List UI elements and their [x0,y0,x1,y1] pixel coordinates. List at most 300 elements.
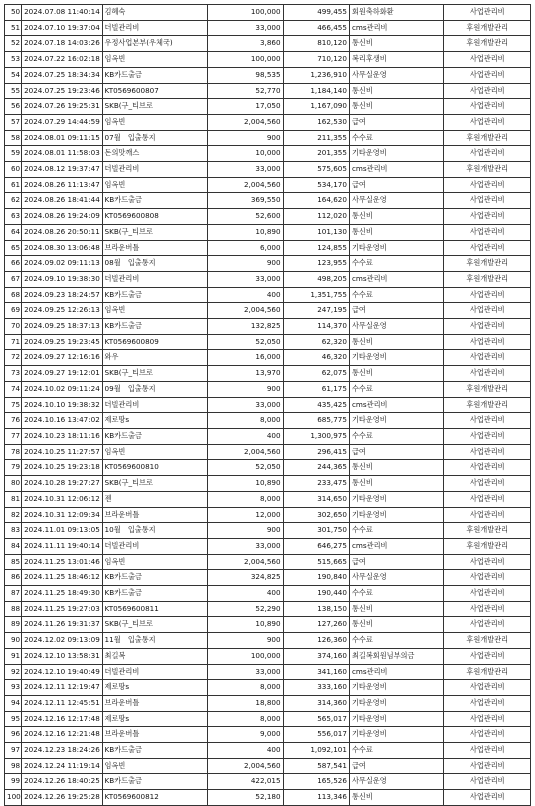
counterparty-cell: KB카드출금 [102,570,208,586]
category-cell: 사업관리비 [444,319,531,335]
amount-cell: 33,000 [208,162,283,178]
transaction-datetime-cell: 2024.12.11 12:45:51 [22,695,102,711]
counterparty-cell: SKB(구_티브로 [102,224,208,240]
table-row [5,256,531,272]
table-row [5,20,531,36]
table-row [5,366,531,382]
transaction-datetime-cell: 2024.11.25 13:01:46 [22,554,102,570]
category-cell: 후원개발관리 [444,538,531,554]
amount-cell: 13,970 [208,366,283,382]
row-number-cell: 95 [5,711,22,727]
category-cell: 사업관리비 [444,444,531,460]
balance-cell: 247,195 [283,303,349,319]
transaction-datetime-cell: 2024.11.26 19:31:37 [22,617,102,633]
amount-cell: 2,004,560 [208,114,283,130]
balance-cell: 138,150 [283,601,349,617]
counterparty-cell: SKB(구_티브로 [102,476,208,492]
row-number-cell: 82 [5,507,22,523]
counterparty-cell: SKB(구_티브로 [102,366,208,382]
balance-cell: 301,750 [283,523,349,539]
amount-cell: 17,050 [208,99,283,115]
table-row [5,209,531,225]
amount-cell: 16,000 [208,350,283,366]
item-description-cell: 급여 [349,114,444,130]
item-description-cell: 최길복회원님부의금 [349,648,444,664]
counterparty-cell: 더빌관리비 [102,397,208,413]
balance-cell: 190,440 [283,586,349,602]
counterparty-cell: 최길복 [102,648,208,664]
item-description-cell: 수수료 [349,287,444,303]
table-row [5,601,531,617]
balance-cell: 534,170 [283,177,349,193]
table-row [5,758,531,774]
item-description-cell: 수수료 [349,586,444,602]
table-row [5,507,531,523]
table-row [5,633,531,649]
table-row [5,334,531,350]
row-number-cell: 98 [5,758,22,774]
counterparty-cell: 브라운버틀 [102,507,208,523]
amount-cell: 2,004,560 [208,177,283,193]
balance-cell: 556,017 [283,727,349,743]
table-row [5,790,531,806]
table-row [5,444,531,460]
category-cell: 사업관리비 [444,695,531,711]
item-description-cell: 수수료 [349,256,444,272]
table-row [5,523,531,539]
item-description-cell: 수수료 [349,743,444,759]
row-number-cell: 71 [5,334,22,350]
table-row [5,460,531,476]
category-cell: 사업관리비 [444,790,531,806]
amount-cell: 3,860 [208,36,283,52]
balance-cell: 515,665 [283,554,349,570]
counterparty-cell: 임옥빈 [102,554,208,570]
row-number-cell: 55 [5,83,22,99]
transaction-datetime-cell: 2024.12.23 18:24:26 [22,743,102,759]
counterparty-cell: 임옥빈 [102,52,208,68]
amount-cell: 10,890 [208,617,283,633]
amount-cell: 132,825 [208,319,283,335]
transaction-datetime-cell: 2024.10.28 19:27:27 [22,476,102,492]
table-row [5,83,531,99]
row-number-cell: 97 [5,743,22,759]
transaction-datetime-cell: 2024.09.25 19:23:45 [22,334,102,350]
amount-cell: 98,535 [208,67,283,83]
item-description-cell: cms관리비 [349,538,444,554]
table-row [5,67,531,83]
balance-cell: 113,346 [283,790,349,806]
counterparty-cell: 브라운버틀 [102,727,208,743]
row-number-cell: 61 [5,177,22,193]
row-number-cell: 68 [5,287,22,303]
item-description-cell: 통신비 [349,224,444,240]
row-number-cell: 81 [5,491,22,507]
category-cell: 사업관리비 [444,114,531,130]
balance-cell: 710,120 [283,52,349,68]
category-cell: 후원개발관리 [444,130,531,146]
item-description-cell: 기타운영비 [349,146,444,162]
balance-cell: 46,320 [283,350,349,366]
item-description-cell: 기타운영비 [349,350,444,366]
table-row [5,99,531,115]
table-row [5,617,531,633]
amount-cell: 8,000 [208,491,283,507]
item-description-cell: 사무실운영 [349,67,444,83]
table-row [5,680,531,696]
table-row [5,5,531,21]
table-row [5,743,531,759]
table-row [5,287,531,303]
balance-cell: 341,160 [283,664,349,680]
amount-cell: 33,000 [208,271,283,287]
item-description-cell: cms관리비 [349,20,444,36]
counterparty-cell: 와우 [102,350,208,366]
amount-cell: 12,000 [208,507,283,523]
table-row [5,240,531,256]
row-number-cell: 89 [5,617,22,633]
category-cell: 사업관리비 [444,334,531,350]
transaction-datetime-cell: 2024.10.23 18:11:16 [22,428,102,444]
counterparty-cell: 08월 입출통지 [102,256,208,272]
item-description-cell: 회원축하화환 [349,5,444,21]
counterparty-cell: 김혜숙 [102,5,208,21]
table-row [5,413,531,429]
row-number-cell: 90 [5,633,22,649]
category-cell: 후원개발관리 [444,36,531,52]
transaction-datetime-cell: 2024.07.10 19:37:04 [22,20,102,36]
counterparty-cell: KB카드출금 [102,428,208,444]
row-number-cell: 93 [5,680,22,696]
category-cell: 사업관리비 [444,758,531,774]
item-description-cell: 급여 [349,303,444,319]
item-description-cell: 통신비 [349,601,444,617]
table-row [5,271,531,287]
transaction-datetime-cell: 2024.08.26 18:41:44 [22,193,102,209]
counterparty-cell: SKB(구_티브로 [102,617,208,633]
category-cell: 사업관리비 [444,554,531,570]
category-cell: 사업관리비 [444,601,531,617]
row-number-cell: 100 [5,790,22,806]
counterparty-cell: 임옥빈 [102,758,208,774]
transaction-datetime-cell: 2024.11.25 18:49:30 [22,586,102,602]
item-description-cell: cms관리비 [349,397,444,413]
item-description-cell: 기타운영비 [349,711,444,727]
row-number-cell: 62 [5,193,22,209]
transaction-datetime-cell: 2024.10.25 11:27:57 [22,444,102,460]
item-description-cell: 통신비 [349,617,444,633]
balance-cell: 101,130 [283,224,349,240]
transaction-datetime-cell: 2024.12.24 11:19:14 [22,758,102,774]
transaction-datetime-cell: 2024.12.11 12:19:47 [22,680,102,696]
category-cell: 사업관리비 [444,413,531,429]
counterparty-cell: KB카드출금 [102,743,208,759]
amount-cell: 52,050 [208,460,283,476]
amount-cell: 400 [208,743,283,759]
category-cell: 사업관리비 [444,476,531,492]
row-number-cell: 51 [5,20,22,36]
item-description-cell: 사무실운영 [349,193,444,209]
item-description-cell: 급여 [349,444,444,460]
amount-cell: 52,050 [208,334,283,350]
category-cell: 사업관리비 [444,177,531,193]
amount-cell: 400 [208,287,283,303]
item-description-cell: 통신비 [349,209,444,225]
counterparty-cell: 더빌관리비 [102,538,208,554]
item-description-cell: 급여 [349,758,444,774]
balance-cell: 646,275 [283,538,349,554]
amount-cell: 10,000 [208,146,283,162]
category-cell: 사업관리비 [444,648,531,664]
category-cell: 사업관리비 [444,193,531,209]
table-row [5,177,531,193]
category-cell: 후원개발관리 [444,271,531,287]
row-number-cell: 84 [5,538,22,554]
amount-cell: 52,770 [208,83,283,99]
item-description-cell: 기타운영비 [349,240,444,256]
amount-cell: 900 [208,523,283,539]
category-cell: 후원개발관리 [444,397,531,413]
item-description-cell: cms관리비 [349,162,444,178]
balance-cell: 211,355 [283,130,349,146]
item-description-cell: 수수료 [349,523,444,539]
category-cell: 사업관리비 [444,99,531,115]
balance-cell: 127,260 [283,617,349,633]
balance-cell: 685,775 [283,413,349,429]
row-number-cell: 69 [5,303,22,319]
counterparty-cell: KT0569600809 [102,334,208,350]
category-cell: 사업관리비 [444,5,531,21]
item-description-cell: 기타운영비 [349,680,444,696]
category-cell: 사업관리비 [444,711,531,727]
transaction-datetime-cell: 2024.08.26 11:13:47 [22,177,102,193]
row-number-cell: 74 [5,381,22,397]
row-number-cell: 83 [5,523,22,539]
balance-cell: 314,360 [283,695,349,711]
row-number-cell: 88 [5,601,22,617]
row-number-cell: 52 [5,36,22,52]
counterparty-cell: 09월 입출통지 [102,381,208,397]
balance-cell: 296,415 [283,444,349,460]
balance-cell: 587,541 [283,758,349,774]
category-cell: 사업관리비 [444,680,531,696]
transaction-datetime-cell: 2024.10.25 19:23:18 [22,460,102,476]
transaction-datetime-cell: 2024.09.10 19:38:30 [22,271,102,287]
category-cell: 사업관리비 [444,83,531,99]
item-description-cell: 통신비 [349,99,444,115]
row-number-cell: 91 [5,648,22,664]
table-row [5,114,531,130]
amount-cell: 100,000 [208,52,283,68]
row-number-cell: 76 [5,413,22,429]
transaction-datetime-cell: 2024.08.26 20:50:11 [22,224,102,240]
amount-cell: 8,000 [208,711,283,727]
balance-cell: 435,425 [283,397,349,413]
counterparty-cell: 07월 입출통지 [102,130,208,146]
row-number-cell: 58 [5,130,22,146]
table-row [5,538,531,554]
amount-cell: 324,825 [208,570,283,586]
amount-cell: 52,290 [208,601,283,617]
transaction-datetime-cell: 2024.12.26 19:25:28 [22,790,102,806]
amount-cell: 33,000 [208,664,283,680]
amount-cell: 6,000 [208,240,283,256]
category-cell: 사업관리비 [444,209,531,225]
amount-cell: 400 [208,428,283,444]
balance-cell: 162,530 [283,114,349,130]
transaction-datetime-cell: 2024.08.30 13:06:48 [22,240,102,256]
table-row [5,303,531,319]
balance-cell: 1,236,910 [283,67,349,83]
balance-cell: 810,120 [283,36,349,52]
transaction-datetime-cell: 2024.11.25 19:27:03 [22,601,102,617]
transaction-datetime-cell: 2024.07.22 16:02:18 [22,52,102,68]
counterparty-cell: KB카드출금 [102,193,208,209]
transaction-datetime-cell: 2024.07.25 19:23:46 [22,83,102,99]
balance-cell: 190,840 [283,570,349,586]
item-description-cell: 기타운영비 [349,413,444,429]
table-row [5,648,531,664]
item-description-cell: 사무실운영 [349,570,444,586]
table-row [5,476,531,492]
row-number-cell: 79 [5,460,22,476]
row-number-cell: 75 [5,397,22,413]
category-cell: 사업관리비 [444,586,531,602]
table-row [5,727,531,743]
item-description-cell: 통신비 [349,460,444,476]
amount-cell: 100,000 [208,5,283,21]
category-cell: 사업관리비 [444,743,531,759]
row-number-cell: 77 [5,428,22,444]
item-description-cell: 통신비 [349,476,444,492]
table-row [5,52,531,68]
item-description-cell: 수수료 [349,633,444,649]
table-row [5,319,531,335]
balance-cell: 333,160 [283,680,349,696]
balance-cell: 575,605 [283,162,349,178]
table-row [5,162,531,178]
table-row [5,428,531,444]
category-cell: 사업관리비 [444,774,531,790]
counterparty-cell: KT0569600812 [102,790,208,806]
item-description-cell: 통신비 [349,366,444,382]
row-number-cell: 99 [5,774,22,790]
table-row [5,381,531,397]
counterparty-cell: SKB(구_티브로 [102,99,208,115]
ledger-table [4,4,531,806]
counterparty-cell: 임옥빈 [102,177,208,193]
amount-cell: 10,890 [208,476,283,492]
table-row [5,554,531,570]
row-number-cell: 65 [5,240,22,256]
amount-cell: 33,000 [208,20,283,36]
counterparty-cell: KB카드출금 [102,774,208,790]
row-number-cell: 94 [5,695,22,711]
counterparty-cell: 더빌관리비 [102,271,208,287]
counterparty-cell: KT0569600807 [102,83,208,99]
row-number-cell: 57 [5,114,22,130]
counterparty-cell: 우정사업본부(우체국) [102,36,208,52]
amount-cell: 10,890 [208,224,283,240]
counterparty-cell: 11월 입출통지 [102,633,208,649]
category-cell: 사업관리비 [444,366,531,382]
row-number-cell: 92 [5,664,22,680]
transaction-datetime-cell: 2024.09.25 18:37:13 [22,319,102,335]
item-description-cell: 수수료 [349,428,444,444]
row-number-cell: 53 [5,52,22,68]
category-cell: 후원개발관리 [444,162,531,178]
amount-cell: 52,600 [208,209,283,225]
counterparty-cell: KT0569600808 [102,209,208,225]
item-description-cell: 기타운영비 [349,491,444,507]
amount-cell: 100,000 [208,648,283,664]
amount-cell: 8,000 [208,680,283,696]
row-number-cell: 66 [5,256,22,272]
transaction-datetime-cell: 2024.10.10 19:38:32 [22,397,102,413]
balance-cell: 1,300,975 [283,428,349,444]
counterparty-cell: 제로땅s [102,711,208,727]
row-number-cell: 59 [5,146,22,162]
balance-cell: 201,355 [283,146,349,162]
counterparty-cell: 돈의맛깨스 [102,146,208,162]
balance-cell: 244,365 [283,460,349,476]
counterparty-cell: 임옥빈 [102,114,208,130]
transaction-datetime-cell: 2024.11.01 09:13:05 [22,523,102,539]
table-row [5,36,531,52]
counterparty-cell: 10월 입출통지 [102,523,208,539]
counterparty-cell: KB카드출금 [102,319,208,335]
amount-cell: 2,004,560 [208,554,283,570]
row-number-cell: 85 [5,554,22,570]
amount-cell: 18,800 [208,695,283,711]
balance-cell: 114,370 [283,319,349,335]
row-number-cell: 56 [5,99,22,115]
category-cell: 사업관리비 [444,617,531,633]
amount-cell: 400 [208,586,283,602]
amount-cell: 900 [208,381,283,397]
row-number-cell: 70 [5,319,22,335]
table-row [5,664,531,680]
category-cell: 사업관리비 [444,240,531,256]
category-cell: 후원개발관리 [444,256,531,272]
transaction-datetime-cell: 2024.09.23 18:24:57 [22,287,102,303]
balance-cell: 1,092,101 [283,743,349,759]
category-cell: 사업관리비 [444,224,531,240]
item-description-cell: 복리후생비 [349,52,444,68]
category-cell: 후원개발관리 [444,664,531,680]
balance-cell: 62,075 [283,366,349,382]
item-description-cell: 통신비 [349,790,444,806]
transaction-datetime-cell: 2024.07.25 18:34:34 [22,67,102,83]
balance-cell: 466,455 [283,20,349,36]
row-number-cell: 60 [5,162,22,178]
item-description-cell: 기타운영비 [349,727,444,743]
item-description-cell: cms관리비 [349,664,444,680]
transaction-datetime-cell: 2024.10.31 12:06:12 [22,491,102,507]
row-number-cell: 96 [5,727,22,743]
amount-cell: 33,000 [208,538,283,554]
amount-cell: 900 [208,256,283,272]
transaction-datetime-cell: 2024.12.16 12:21:48 [22,727,102,743]
counterparty-cell: KT0569600810 [102,460,208,476]
row-number-cell: 67 [5,271,22,287]
amount-cell: 2,004,560 [208,758,283,774]
amount-cell: 2,004,560 [208,303,283,319]
category-cell: 사업관리비 [444,507,531,523]
counterparty-cell: 제로땅s [102,413,208,429]
balance-cell: 124,855 [283,240,349,256]
row-number-cell: 64 [5,224,22,240]
